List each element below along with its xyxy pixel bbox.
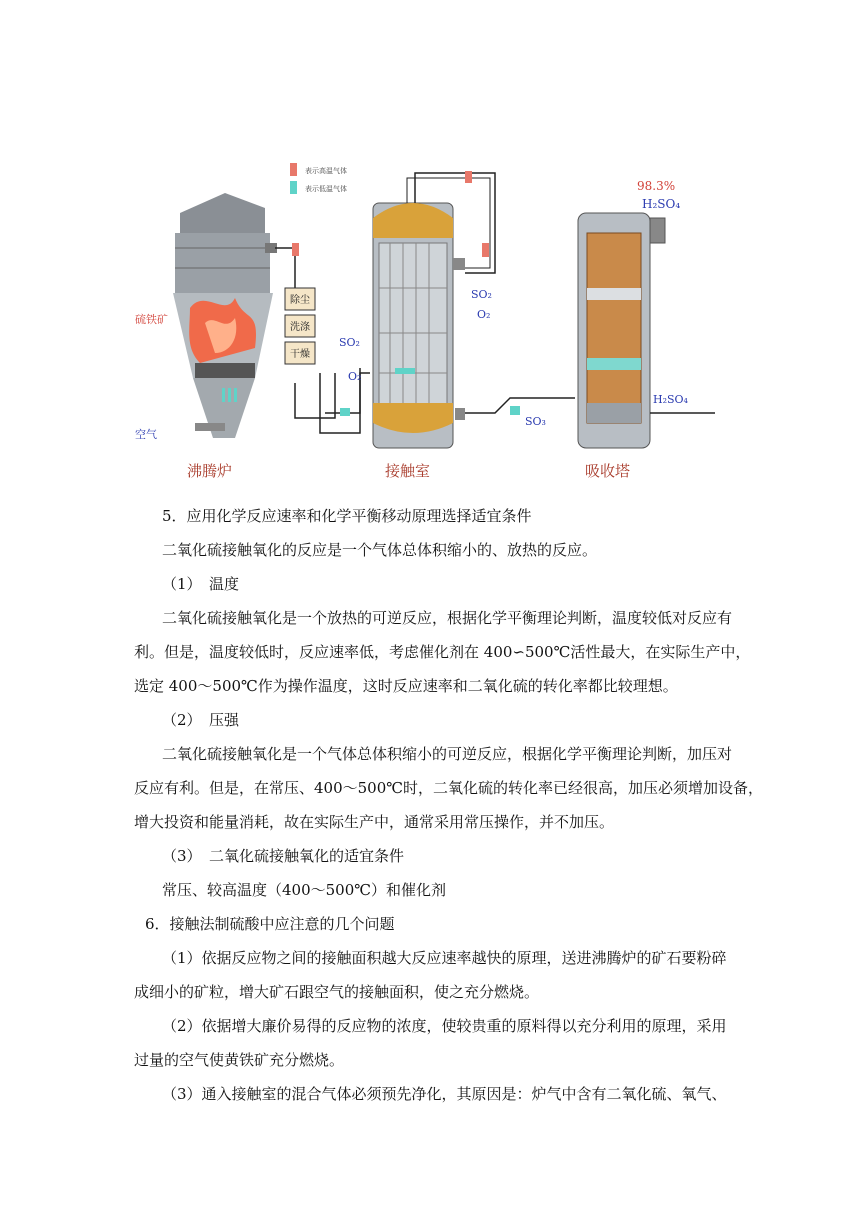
so2-in-label: SO₂ (339, 336, 360, 349)
process-diagram (135, 148, 735, 483)
item-2-para-line-3: 增大投资和能量消耗，故在实际生产中，通常采用常压操作，并不加压。 (134, 813, 615, 831)
section-6-item-2-line-2: 过量的空气使黄铁矿充分燃烧。 (134, 1051, 345, 1069)
item-1-heading: （1） 温度 (162, 575, 240, 593)
air-label: 空气 (135, 428, 157, 441)
caption-contact-chamber: 接触室 (385, 462, 431, 480)
so3-label: SO₃ (525, 415, 546, 428)
item-2-para-line-2: 反应有利。但是，在常压、400～500℃时，二氧化硫的转化率已经很高，加压必须增加设备， (134, 779, 764, 797)
o2-in-label: O₂ (348, 370, 362, 383)
unit-washing: 洗涤 (290, 322, 310, 333)
caption-furnace: 沸腾炉 (187, 462, 233, 480)
contact-chamber (373, 203, 465, 448)
cold-gas-marker-1 (340, 408, 350, 416)
item-3-heading: （3） 二氧化硫接触氧化的适宜条件 (162, 847, 405, 865)
item-1-para-line-1: 二氧化硫接触氧化是一个放热的可逆反应，根据化学平衡理论判断，温度较低对反应有 (162, 609, 733, 627)
o2-top-label: O₂ (477, 308, 491, 321)
section-5-intro: 二氧化硫接触氧化的反应是一个气体总体积缩小的、放热的反应。 (162, 541, 598, 559)
section-6-item-2-line-1: （2）依据增大廉价易得的反应物的浓度，使较贵重的原料得以充分利用的原理，采用 (162, 1017, 727, 1035)
unit-drying: 干燥 (290, 349, 310, 360)
section-6-item-1-line-1: （1）依据反应物之间的接触面积越大反应速率越快的原理，送进沸腾炉的矿石要粉碎 (162, 949, 727, 967)
section-6-heading: 6．接触法制硫酸中应注意的几个问题 (145, 915, 395, 933)
hot-gas-marker-top (465, 171, 472, 183)
acid-top-label: H₂SO₄ (642, 197, 681, 211)
section-5-heading: 5．应用化学反应速率和化学平衡移动原理选择适宜条件 (162, 507, 532, 525)
item-2-para-line-1: 二氧化硫接触氧化是一个气体总体积缩小的可逆反应，根据化学平衡理论判断，加压对 (162, 745, 733, 763)
boiling-furnace (173, 193, 277, 438)
cold-gas-marker-2 (510, 406, 520, 415)
caption-absorption-tower: 吸收塔 (585, 462, 631, 480)
item-1-para-line-3: 选定 400～500℃作为操作温度，这时反应速率和二氧化硫的转化率都比较理想。 (134, 677, 678, 695)
acid-right-label: H₂SO₄ (653, 393, 688, 406)
unit-dust-removal: 除尘 (290, 295, 310, 306)
ore-label: 硫铁矿 (135, 313, 168, 326)
hot-gas-marker-side (482, 243, 489, 257)
item-2-heading: （2） 压强 (162, 711, 240, 729)
so2-top-label: SO₂ (471, 288, 492, 301)
item-3-para: 常压、较高温度（400～500℃）和催化剂 (162, 881, 447, 899)
cold-gas-legend-swatch (290, 181, 297, 194)
item-1-para-line-2: 利。但是，温度较低时，反应速率低，考虑催化剂在 400∽500℃活性最大，在实际生产中， (134, 643, 751, 661)
hot-gas-legend-swatch (290, 163, 297, 176)
legend-hot-label: 表示高温气体 (305, 167, 347, 175)
legend-cold-label: 表示低温气体 (305, 185, 347, 193)
section-6-item-3-line-1: （3）通入接触室的混合气体必须预先净化，其原因是：炉气中含有二氧化硫、氧气、 (162, 1085, 727, 1103)
section-6-item-1-line-2: 成细小的矿粒，增大矿石跟空气的接触面积，使之充分燃烧。 (134, 983, 540, 1001)
concentration-label: 98.3% (637, 179, 676, 193)
hot-gas-marker (292, 243, 299, 256)
